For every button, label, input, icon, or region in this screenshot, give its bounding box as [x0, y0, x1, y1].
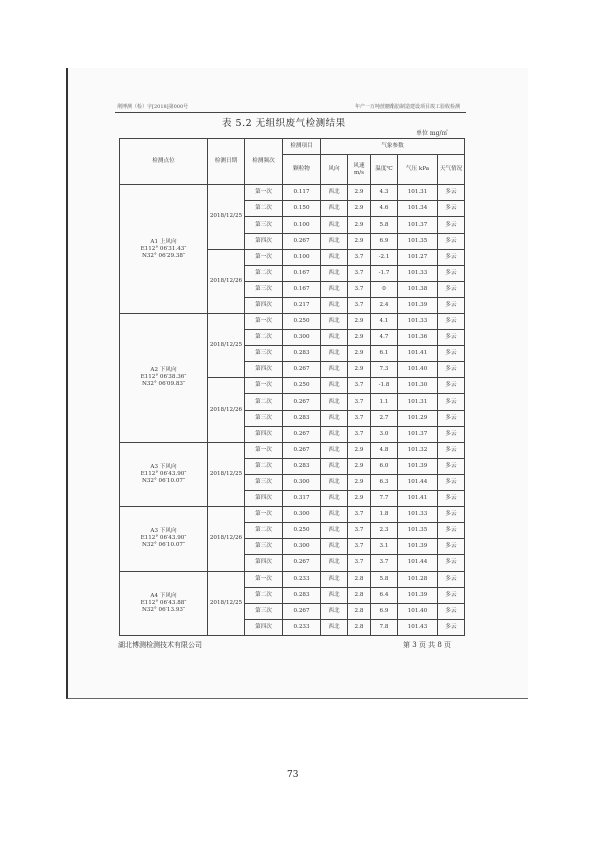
temperature: 5.8: [371, 571, 398, 587]
wind-speed: 2.9: [348, 442, 371, 458]
particulate-value: 0.267: [283, 442, 321, 458]
sampling-frequency: 第三次: [245, 474, 283, 490]
sampling-frequency: 第四次: [245, 619, 283, 635]
air-pressure: 101.32: [398, 442, 438, 458]
wind-speed: 3.7: [348, 539, 371, 555]
temperature: 4.3: [371, 185, 398, 201]
sampling-frequency: 第三次: [245, 539, 283, 555]
wind-direction: 西北: [321, 265, 348, 281]
wind-direction: 西北: [321, 233, 348, 249]
weather: 多云: [438, 410, 465, 426]
air-pressure: 101.44: [398, 474, 438, 490]
wind-direction: 西北: [321, 442, 348, 458]
air-pressure: 101.37: [398, 426, 438, 442]
wind-direction: 西北: [321, 281, 348, 297]
wind-speed: 2.9: [348, 330, 371, 346]
air-pressure: 101.30: [398, 378, 438, 394]
wind-speed: 2.8: [348, 603, 371, 619]
table-title: 表 5.2 无组织废气检测结果: [222, 118, 346, 129]
sampling-date: 2018/12/26: [208, 507, 245, 571]
weather: 多云: [438, 201, 465, 217]
sampling-frequency: 第一次: [245, 378, 283, 394]
weather: 多云: [438, 281, 465, 297]
particulate-value: 0.283: [283, 346, 321, 362]
wind-speed: 2.9: [348, 233, 371, 249]
temperature: 3.1: [371, 539, 398, 555]
wind-direction: 西北: [321, 201, 348, 217]
particulate-value: 0.267: [283, 233, 321, 249]
col-header-freq: 检测频次: [245, 139, 283, 185]
particulate-value: 0.117: [283, 185, 321, 201]
sampling-frequency: 第三次: [245, 346, 283, 362]
col-header-pressure: 气压 kPa: [398, 155, 438, 185]
air-pressure: 101.44: [398, 555, 438, 571]
air-pressure: 101.40: [398, 362, 438, 378]
wind-direction: 西北: [321, 458, 348, 474]
particulate-value: 0.300: [283, 507, 321, 523]
particulate-value: 0.167: [283, 281, 321, 297]
col-header-wind-dir: 风向: [321, 155, 348, 185]
temperature: 3.0: [371, 426, 398, 442]
temperature: 7.7: [371, 491, 398, 507]
wind-speed: 2.9: [348, 201, 371, 217]
sampling-frequency: 第四次: [245, 491, 283, 507]
wind-speed: 2.9: [348, 185, 371, 201]
page-number: 73: [287, 770, 299, 780]
sampling-date: 2018/12/25: [208, 314, 245, 378]
footer-page: 第 3 页 共 8 页: [403, 641, 452, 649]
particulate-value: 0.283: [283, 458, 321, 474]
particulate-value: 0.300: [283, 330, 321, 346]
temperature: 6.9: [371, 603, 398, 619]
wind-direction: 西北: [321, 426, 348, 442]
footer-company: 湖北博测检测技术有限公司: [118, 641, 202, 649]
particulate-value: 0.283: [283, 587, 321, 603]
air-pressure: 101.28: [398, 571, 438, 587]
weather: 多云: [438, 233, 465, 249]
wind-direction: 西北: [321, 314, 348, 330]
air-pressure: 101.37: [398, 217, 438, 233]
weather: 多云: [438, 523, 465, 539]
sampling-date: 2018/12/25: [208, 185, 245, 249]
temperature: 6.0: [371, 458, 398, 474]
weather: 多云: [438, 362, 465, 378]
sampling-frequency: 第二次: [245, 587, 283, 603]
air-pressure: 101.35: [398, 233, 438, 249]
air-pressure: 101.39: [398, 297, 438, 313]
sampling-frequency: 第二次: [245, 394, 283, 410]
temperature: 6.3: [371, 474, 398, 490]
wind-direction: 西北: [321, 378, 348, 394]
table-row: [120, 571, 465, 587]
air-pressure: 101.40: [398, 603, 438, 619]
wind-direction: 西北: [321, 491, 348, 507]
temperature: 0: [371, 281, 398, 297]
sampling-frequency: 第二次: [245, 201, 283, 217]
wind-speed: 2.9: [348, 346, 371, 362]
weather: 多云: [438, 458, 465, 474]
weather: 多云: [438, 491, 465, 507]
temperature: -1.8: [371, 378, 398, 394]
weather: 多云: [438, 555, 465, 571]
temperature: 3.7: [371, 555, 398, 571]
particulate-value: 0.233: [283, 619, 321, 635]
temperature: 7.3: [371, 362, 398, 378]
sampling-frequency: 第三次: [245, 217, 283, 233]
temperature: 5.8: [371, 217, 398, 233]
monitoring-point: A3 下风向 E112° 06′43.90″ N32° 06′10.07″: [120, 442, 208, 506]
air-pressure: 101.31: [398, 185, 438, 201]
air-pressure: 101.41: [398, 346, 438, 362]
sampling-frequency: 第三次: [245, 410, 283, 426]
temperature: 2.3: [371, 523, 398, 539]
weather: 多云: [438, 474, 465, 490]
air-pressure: 101.34: [398, 201, 438, 217]
particulate-value: 0.233: [283, 571, 321, 587]
wind-speed: 3.7: [348, 410, 371, 426]
table-row: [120, 507, 465, 523]
results-table: [119, 138, 465, 636]
weather: 多云: [438, 571, 465, 587]
wind-direction: 西北: [321, 523, 348, 539]
temperature: -1.7: [371, 265, 398, 281]
weather: 多云: [438, 185, 465, 201]
particulate-value: 0.267: [283, 362, 321, 378]
sampling-frequency: 第二次: [245, 330, 283, 346]
particulate-value: 0.317: [283, 491, 321, 507]
weather: 多云: [438, 426, 465, 442]
temperature: 6.1: [371, 346, 398, 362]
unit-label: 单位 mg/㎥: [416, 130, 448, 137]
air-pressure: 101.27: [398, 249, 438, 265]
wind-speed: 2.8: [348, 571, 371, 587]
wind-direction: 西北: [321, 185, 348, 201]
wind-speed: 3.7: [348, 507, 371, 523]
wind-speed: 3.7: [348, 249, 371, 265]
wind-direction: 西北: [321, 539, 348, 555]
air-pressure: 101.29: [398, 410, 438, 426]
wind-speed: 3.7: [348, 265, 371, 281]
weather: 多云: [438, 619, 465, 635]
sampling-frequency: 第一次: [245, 314, 283, 330]
particulate-value: 0.267: [283, 555, 321, 571]
sampling-frequency: 第二次: [245, 265, 283, 281]
col-header-wind-speed: 风速 m/s: [348, 155, 371, 185]
wind-direction: 西北: [321, 571, 348, 587]
wind-speed: 3.7: [348, 426, 371, 442]
temperature: 1.1: [371, 394, 398, 410]
table-row: [120, 314, 465, 330]
sampling-frequency: 第一次: [245, 442, 283, 458]
wind-direction: 西北: [321, 619, 348, 635]
weather: 多云: [438, 265, 465, 281]
wind-direction: 西北: [321, 507, 348, 523]
wind-speed: 3.7: [348, 378, 371, 394]
table-row: [120, 185, 465, 201]
monitoring-point: A3 下风向 E112° 06′43.90″ N32° 06′10.07″: [120, 507, 208, 571]
wind-speed: 3.7: [348, 394, 371, 410]
wind-direction: 西北: [321, 474, 348, 490]
air-pressure: 101.43: [398, 619, 438, 635]
sampling-frequency: 第三次: [245, 603, 283, 619]
wind-speed: 2.9: [348, 491, 371, 507]
wind-direction: 西北: [321, 346, 348, 362]
weather: 多云: [438, 539, 465, 555]
weather: 多云: [438, 587, 465, 603]
wind-direction: 西北: [321, 555, 348, 571]
wind-direction: 西北: [321, 297, 348, 313]
wind-speed: 2.9: [348, 458, 371, 474]
sampling-frequency: 第二次: [245, 458, 283, 474]
monitoring-point: A1 上风向 E112° 06′31.43″ N32° 06′29.38″: [120, 185, 208, 314]
table-row: [120, 442, 465, 458]
temperature: 1.8: [371, 507, 398, 523]
col-header-pm: 颗粒物: [283, 155, 321, 185]
wind-speed: 3.7: [348, 297, 371, 313]
sampling-frequency: 第一次: [245, 185, 283, 201]
temperature: 4.7: [371, 330, 398, 346]
wind-direction: 西北: [321, 587, 348, 603]
weather: 多云: [438, 394, 465, 410]
col-header-item-group: 检测项目: [283, 139, 321, 155]
wind-speed: 3.7: [348, 523, 371, 539]
weather: 多云: [438, 378, 465, 394]
particulate-value: 0.250: [283, 378, 321, 394]
particulate-value: 0.150: [283, 201, 321, 217]
temperature: 4.1: [371, 314, 398, 330]
sampling-frequency: 第四次: [245, 426, 283, 442]
wind-direction: 西北: [321, 394, 348, 410]
weather: 多云: [438, 249, 465, 265]
wind-speed: 2.9: [348, 362, 371, 378]
temperature: 2.7: [371, 410, 398, 426]
air-pressure: 101.39: [398, 539, 438, 555]
particulate-value: 0.100: [283, 217, 321, 233]
weather: 多云: [438, 217, 465, 233]
sampling-frequency: 第四次: [245, 233, 283, 249]
col-header-date: 检测日期: [208, 139, 245, 185]
temperature: -2.1: [371, 249, 398, 265]
sampling-frequency: 第一次: [245, 571, 283, 587]
particulate-value: 0.100: [283, 249, 321, 265]
particulate-value: 0.267: [283, 426, 321, 442]
temperature: 2.4: [371, 297, 398, 313]
wind-direction: 西北: [321, 217, 348, 233]
particulate-value: 0.250: [283, 314, 321, 330]
wind-speed: 2.8: [348, 619, 371, 635]
report-project-title: 年产一万吨蔗糖酯肪制造建设项目竣工验收检测: [354, 104, 460, 110]
col-header-point: 检测点位: [120, 139, 208, 185]
particulate-value: 0.267: [283, 603, 321, 619]
wind-speed: 2.9: [348, 474, 371, 490]
temperature: 7.8: [371, 619, 398, 635]
wind-direction: 西北: [321, 410, 348, 426]
sampling-frequency: 第四次: [245, 555, 283, 571]
col-header-meteo-group: 气象参数: [321, 139, 465, 155]
air-pressure: 101.33: [398, 507, 438, 523]
wind-direction: 西北: [321, 330, 348, 346]
air-pressure: 101.36: [398, 330, 438, 346]
particulate-value: 0.267: [283, 394, 321, 410]
col-header-temp: 温度℃: [371, 155, 398, 185]
wind-speed: 3.7: [348, 555, 371, 571]
report-number: 荆博测（检）字[2018]第000号: [117, 104, 189, 110]
sampling-frequency: 第四次: [245, 297, 283, 313]
temperature: 4.6: [371, 201, 398, 217]
particulate-value: 0.167: [283, 265, 321, 281]
air-pressure: 101.35: [398, 523, 438, 539]
air-pressure: 101.31: [398, 394, 438, 410]
air-pressure: 101.33: [398, 265, 438, 281]
particulate-value: 0.283: [283, 410, 321, 426]
weather: 多云: [438, 507, 465, 523]
sampling-frequency: 第一次: [245, 249, 283, 265]
wind-direction: 西北: [321, 362, 348, 378]
monitoring-point: A4 下风向 E112° 06′43.88″ N32° 06′13.93″: [120, 571, 208, 635]
particulate-value: 0.300: [283, 539, 321, 555]
particulate-value: 0.217: [283, 297, 321, 313]
wind-speed: 2.9: [348, 217, 371, 233]
temperature: 6.9: [371, 233, 398, 249]
sampling-date: 2018/12/26: [208, 249, 245, 313]
weather: 多云: [438, 330, 465, 346]
air-pressure: 101.38: [398, 281, 438, 297]
weather: 多云: [438, 297, 465, 313]
wind-speed: 2.8: [348, 587, 371, 603]
header-rule: [115, 112, 466, 113]
wind-direction: 西北: [321, 249, 348, 265]
sampling-frequency: 第四次: [245, 362, 283, 378]
sampling-frequency: 第二次: [245, 523, 283, 539]
sampling-date: 2018/12/25: [208, 442, 245, 506]
wind-direction: 西北: [321, 603, 348, 619]
wind-speed: 3.7: [348, 281, 371, 297]
particulate-value: 0.300: [283, 474, 321, 490]
air-pressure: 101.39: [398, 458, 438, 474]
weather: 多云: [438, 314, 465, 330]
monitoring-point: A2 下风向 E112° 06′38.36″ N32° 06′09.83″: [120, 314, 208, 443]
particulate-value: 0.250: [283, 523, 321, 539]
sampling-date: 2018/12/25: [208, 571, 245, 635]
air-pressure: 101.39: [398, 587, 438, 603]
temperature: 4.8: [371, 442, 398, 458]
weather: 多云: [438, 442, 465, 458]
sampling-date: 2018/12/26: [208, 378, 245, 442]
wind-speed: 2.9: [348, 314, 371, 330]
sampling-frequency: 第三次: [245, 281, 283, 297]
air-pressure: 101.41: [398, 491, 438, 507]
temperature: 6.4: [371, 587, 398, 603]
col-header-weather: 天气情况: [438, 155, 465, 185]
weather: 多云: [438, 603, 465, 619]
air-pressure: 101.33: [398, 314, 438, 330]
weather: 多云: [438, 346, 465, 362]
sampling-frequency: 第一次: [245, 507, 283, 523]
